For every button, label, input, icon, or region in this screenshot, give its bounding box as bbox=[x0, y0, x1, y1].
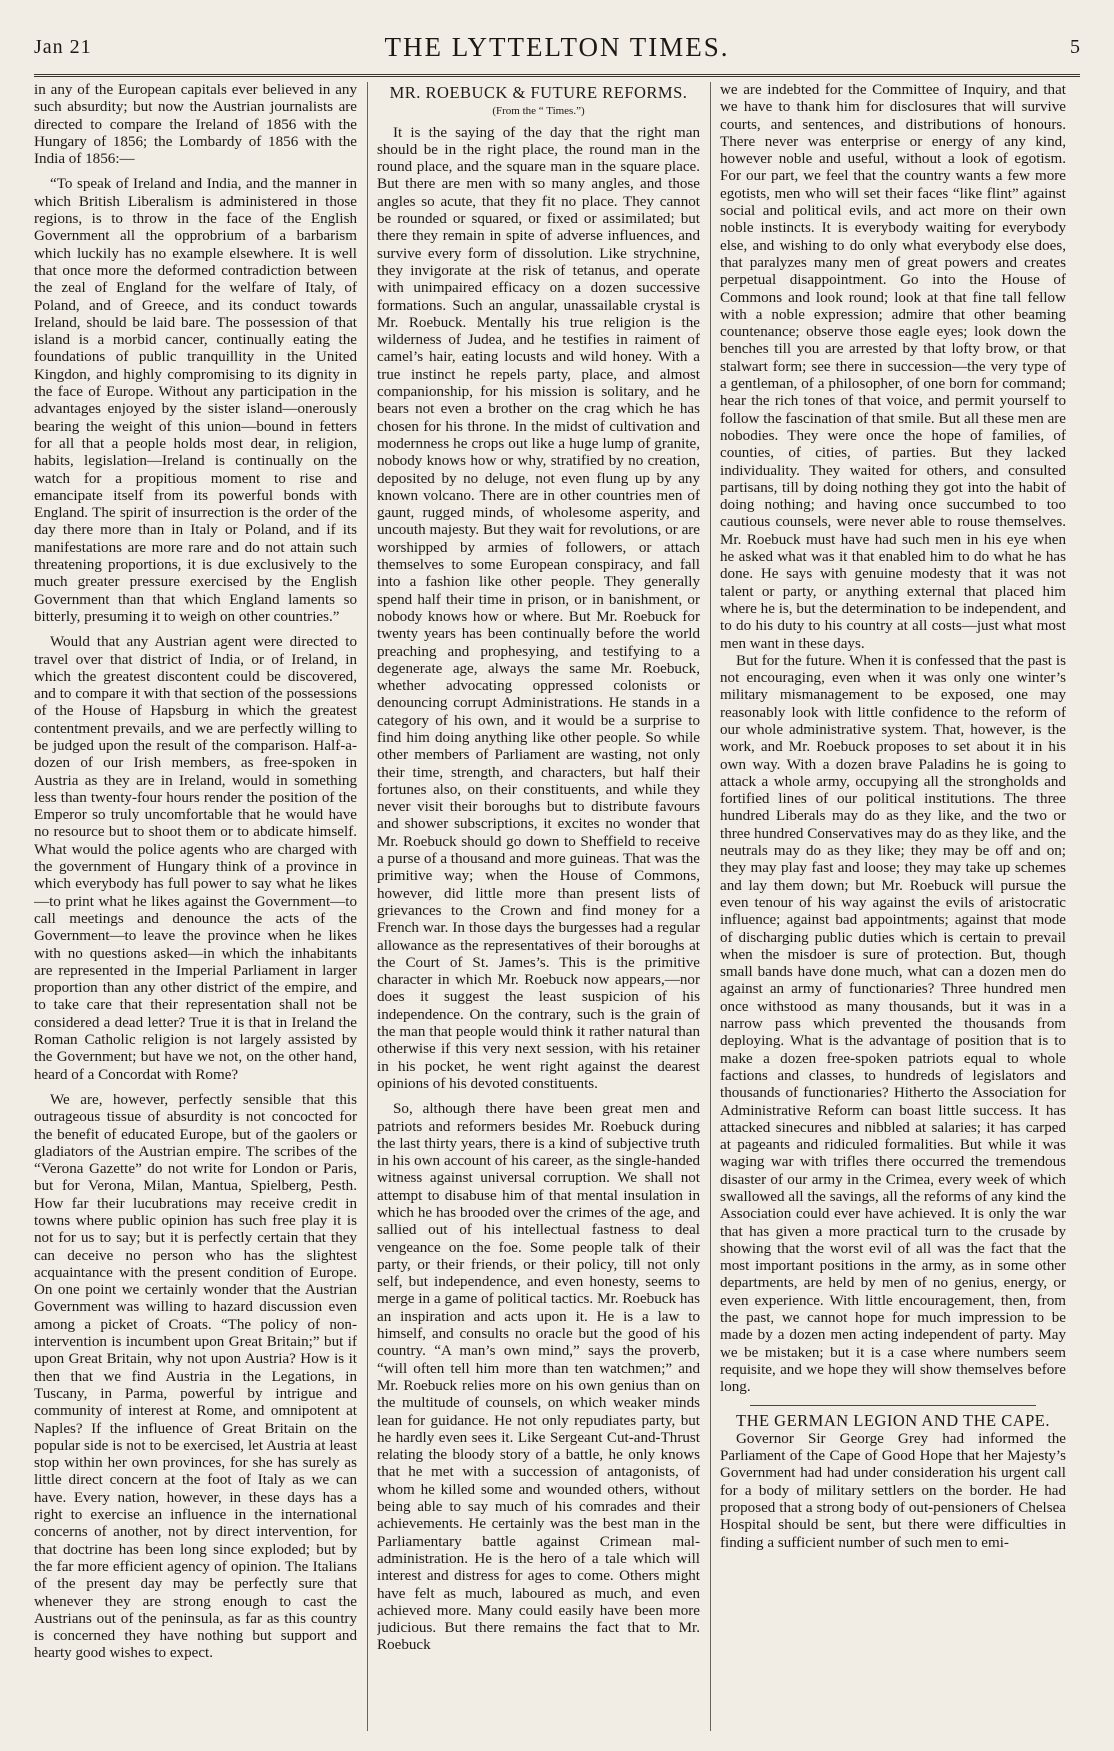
newspaper-title: THE LYTTELTON TIMES. bbox=[384, 32, 730, 62]
article-paragraph: Would that any Austrian agent were directed to travel over that district of India, or of Ireland, in which the greatest discontent could be discovered, and to compare it with that section of the possessions of the House of Hapsburg in which the greatest contentment prevails, and we are perfectly willing to be judged upon the result of the comparison. Half-a-dozen of our Irish members, as free-spoken in Austria as they are in Ireland, would in something less than twenty-four hours render the position of the Emperor so truly uncomfortable that he would have no resource but to shoot them or to abdicate himself. What would the police agents who are charged with the government of Hungary think of a province in which everybody has full power to say what he likes—to print what he likes against the Government—to call meetings and denounce the acts of the Government—to leave the province when he likes with no questions asked—in which the inhabitants are represented in the Imperial Parliament in larger proportion than any other district of the empire, and to take care that their representation shall not be considered a dead letter? True it is that in Ireland the Roman Catholic religion is not largely assisted by the Government; but have we not, on the other hand, heard of a Concordat with Rome? bbox=[34, 634, 357, 1083]
article-paragraph: Governor Sir George Grey had informed the Parliament of the Cape of Good Hope that her Majesty’s Government had had under consideration his urgent call for a body of military settlers on the border. He had proposed that a strong body of out-pensioners of Chelsea Hospital should be sent, but there were difficulties in finding a sufficient number of such men to emi- bbox=[720, 1430, 1066, 1551]
article-paragraph: It is the saying of the day that the right man should be in the right place, the round man in the round place, and the square man in the square place. But there are men with so many angles, and those angles so acute, that they fit no place. They cannot be rounded or squared, or fixed or assimilated; but there they remain in spite of adverse influences, and survive every form of dissolution. Like strychnine, they invigorate at the risk of tetanus, and operate with unimpaired efficacy on a dozen successive formations. Such an angular, unassailable crystal is Mr. Roebuck. Mentally his true religion is the wilderness of Judea, and he testifies in raiment of camel’s hair, eating locusts and wild honey. With a true instinct he repels party, place, and almost companionship, for his mission is solitary, and he bears not even a brother on the crag which he has chosen for his throne. In the midst of cultivation and modernness he crops out like a huge lump of granite, nobody knows how or why, stratified by no creation, deposited by no deluge, not even flung up by any known volcano. There are in other countries men of gaunt, rugged minds, of wholesome asperity, and uncouth majesty. But they wait for revolutions, or are worshipped by armies of followers, or attach themselves to some European conspiracy, and fall into a fashion like other people. They generally spend half their time in prison, or in banishment, or nobody knows how or where. But Mr. Roebuck for twenty years has been continually before the world preaching and prophesying, and testifying to a degenerate age, always the same Mr. Roebuck, whether advocating oppressed colonists or denouncing corrupt Administrations. He stands in a category of his own, and it would be a surprise to find him doing anything like other people. So while other members of Parliament are wasting, not only their time, strength, and characters, but half their fortunes also, on their constituents, and while they never visit their boroughs but to distribute favours and shower subscriptions, it excites no wonder that Mr. Roebuck should go down to Sheffield to receive a purse of a thousand and more guineas. That was the primitive way; when the House of Commons, however, did little more than present lists of grievances to the Crown and find money for a French war. In those days the burgesses had a regular allowance as the representatives of their boroughs at the Court of St. James’s. This is the primitive character in which Mr. Roebuck now appears,—nor does it suggest the least suspicion of his independence. On the contrary, such is the grain of the man that people would think it rather natural than otherwise if this very next session, with his retainer in his pocket, he went right against the dearest opinions of his devoted constituents. bbox=[377, 124, 700, 1092]
quoted-paragraph: “To speak of Ireland and India, and the manner in which British Liberalism is administered in those regions, is to throw in the face of the English Government all the opprobrium of a barbarism which luckily has no example elsewhere. It is well that once more the deformed contradiction between the zeal of England for the welfare of Italy, of Poland, and of Greece, and its conduct towards Ireland, should be laid bare. The possession of that island is a morbid cancer, continually eating the foundations of public tranquillity in the United Kingdon, and highly compromising to its dignity in the face of Europe. Without any participation in the advantages enjoyed by the sister island—onerously bearing the weight of this union—bound in fetters for all that a people holds most dear, in religion, habits, legislation—Ireland is continually on the watch for a propitious moment to rise and emancipate itself from its powerful bonds with England. The spirit of insurrection is the order of the day there more than in Italy or Poland, and if its manifestations are more rare and do not attain such threatening proportions, it is due exclusively to the much greater pressure exercised by the English Government than that which England laments so bitterly, presuming it to weigh on other countries.” bbox=[34, 176, 357, 625]
column-divider bbox=[367, 82, 368, 1731]
article-heading: MR. ROEBUCK & FUTURE REFORMS. bbox=[389, 83, 688, 102]
section-rule bbox=[750, 1405, 1036, 1406]
article-paragraph: we are indebted for the Committee of Inquiry, and that we have to thank him for disclosures that will survive courts, and sentences, and distributions of honours. There never was enterprise or energy of any kind, however noble and useful, without a look of egotism. For our part, we feel that the country wants a few more egotists, men who will set their faces “like flint” against social and political evils, and act more on their own noble instincts. It is everybody waiting for everybody else, and wishing to do only what everybody else does, that paralyzes many men of great powers and creates perpetual disappointment. Go into the House of Commons and look round; look at that fine tall fellow with a noble expression; admire that other beaming countenance; observe those eagle eyes; look down the benches till you are arrested by that lofty brow, or that stalwart form; see there in succession—the very type of a gentleman, of a philosopher, of one born for command; hear the rich tones of that voice, and permit yourself to follow the fascination of that smile. But all these men are nobodies. They were once the hope of families, of counties, of cities, of parties. But they lacked individuality. They waited for others, and consulted partisans, till by doing nothing they got into the habit of doing nothing; and having once succumbed to too cautious counsels, were never able to rouse themselves. Mr. Roebuck must have had such men in his eye when he asked what was it that enabled him to do what he has done. He says with genuine modesty that it was not talent or party, or anything external that placed him where he is, but the determination to be independent, and to do his duty to his country at all costs—just what most men want in these days. bbox=[720, 82, 1066, 652]
masthead bbox=[34, 30, 1080, 66]
column-1 bbox=[34, 82, 357, 1731]
issue-date: Jan 21 bbox=[34, 36, 92, 58]
article-paragraph: But for the future. When it is confessed that the past is not encouraging, even when it was only one winter’s military mismanagement to be exposed, one may reasonably look with little confidence to the reform of our whole administrative system. That, however, is the work, and Mr. Roebuck proposes to set about it in his own way. With a dozen brave Paladins he is going to attack a whole army, occupying all the strongholds and fortified lines of our political institutions. The three hundred Liberals may do as they like, and the two or three hundred Conservatives may do as they like, and the neutrals may do as they like; they may be off and on; they may play fast and loose; they may take up schemes and lay them down; but Mr. Roebuck will pursue the even tenour of his way against the evils of aristocratic influence; against bad appointments; against that mode of discharging public duties which is certain to prevail when the misdoer is sure of protection. But, though small bands have done much, what can a dozen men do against an army of functionaries? Three hundred men once withstood as many thousands, but it was in a narrow pass which prevented the thousands from deploying. What is the advantage of position that is to make a dozen free-spoken patriots equal to whole factions and classes, to hundreds of legislators and thousands of functionaries? Hitherto the Association for Administrative Reform can boast little success. It has attacked sinecures and nibbled at salaries; it has carped at pageants and ridiculed formalities. But while it was waging war with trifles there occurred the tremendous disaster of our army in the Crimea, every week of which swallowed all the savings, all the reforms of any kind the Association could ever have achieved. It is only the war that has given a more practical turn to the crusade by showing that the worst evil of all was the fact that the most important positions in the army, as in some other departments, are held by men of no genius, energy, or even experience. With little encouragement, then, from the past, we cannot hope for much impression to be made by a dozen men acting independent of party. May we be mistaken; but it is a case where numbers seem requisite, and we hope they will show themselves before long. bbox=[720, 652, 1066, 1396]
column-3 bbox=[720, 82, 1066, 1731]
column-2 bbox=[377, 82, 700, 1731]
article-paragraph: So, although there have been great men and patriots and reformers besides Mr. Roebuck during the last thirty years, there is a kind of subjective truth in his own account of his career, as the single-handed witness against universal corruption. We shall not attempt to disabuse him of that mental insulation in which he has brooded over the crimes of the age, and sallied out of his intellectual fastness to deal vengeance on the foe. Some people talk of their party, or their friends, or their policy, till not only self, but independence, and even honesty, seems to merge in a game of political tactics. Mr. Roebuck has an inspiration and acts upon it. He is a law to himself, and consults no oracle but the good of his country. “A man’s own mind,” says the proverb, “will often tell him more than ten watchmen;” and Mr. Roebuck relies more on his own genius than on the multitude of counsels, on which weaker minds lean for guidance. He not only repudiates party, but he hardly even sees it. Like Sergeant Cut-and-Thrust relating the bloody story of a battle, he only knows that he met with a succession of antagonists, of whom he killed some and wounded others, without being able to say much of his comrades and their achievements. He certainly was the best man in the Parliamentary battle against Crimean mal-administration. He is the hero of a tale which will interest and distress for ages to come. Others might have felt as much, laboured as much, and even achieved more. Many could easily have been more judicious. But there remains the fact that to Mr. Roebuck bbox=[377, 1101, 700, 1654]
masthead-rule bbox=[34, 74, 1080, 77]
column-divider bbox=[710, 82, 711, 1731]
article-heading: THE GERMAN LEGION AND THE CAPE. bbox=[735, 1410, 1050, 1430]
article-paragraph: in any of the European capitals ever believed in any such absurdity; but now the Austrian journalists are directed to compare the Ireland of 1856 with the Hungary of 1856; the Lombardy of 1856 with the India of 1856:— bbox=[34, 82, 357, 168]
article-paragraph: We are, however, perfectly sensible that this outrageous tissue of absurdity is not concocted for the benefit of educated Europe, but of the gaolers or gladiators of the Austrian empire. The scribes of the “Verona Gazette” do not write for London or Paris, but for Verona, Milan, Mantua, Spielberg, Pesth. How far their lucubrations may receive credit in towns where public opinion has such free play it is not for us to say; but it is perfectly certain that they can deceive no person who has the slightest acquaintance with the present condition of Europe. On one point we certainly wonder that the Austrian Government was willing to hazard discussion even among a picket of Croats. “The policy of non-intervention is incumbent upon Great Britain;” but if upon Great Britain, why not upon Austria? How is it then that we find Austria in the Legations, in Tuscany, in Parma, powerful by intrigue and community of interest at Rome, and omnipotent at Naples? If the influence of Great Britain on the popular side is not to be exercised, let Austria at least stop within her own provinces, for she has surely as little direct concern at the foot of Italy as we can have. Every nation, however, in these days has a right to exercise an influence in the international concerns of another, not by direct intervention, for that doctrine has been long since exploded; but by the far more efficient agency of opinion. The Italians of the present day may be perfectly sure that whenever they are strong enough to cast the Austrians out of the peninsula, as far as this country is concerned they have nothing but support and hearty good wishes to expect. bbox=[34, 1091, 357, 1662]
article-source: (From the “ Times.”) bbox=[492, 105, 585, 118]
page-number: 5 bbox=[1070, 36, 1080, 58]
